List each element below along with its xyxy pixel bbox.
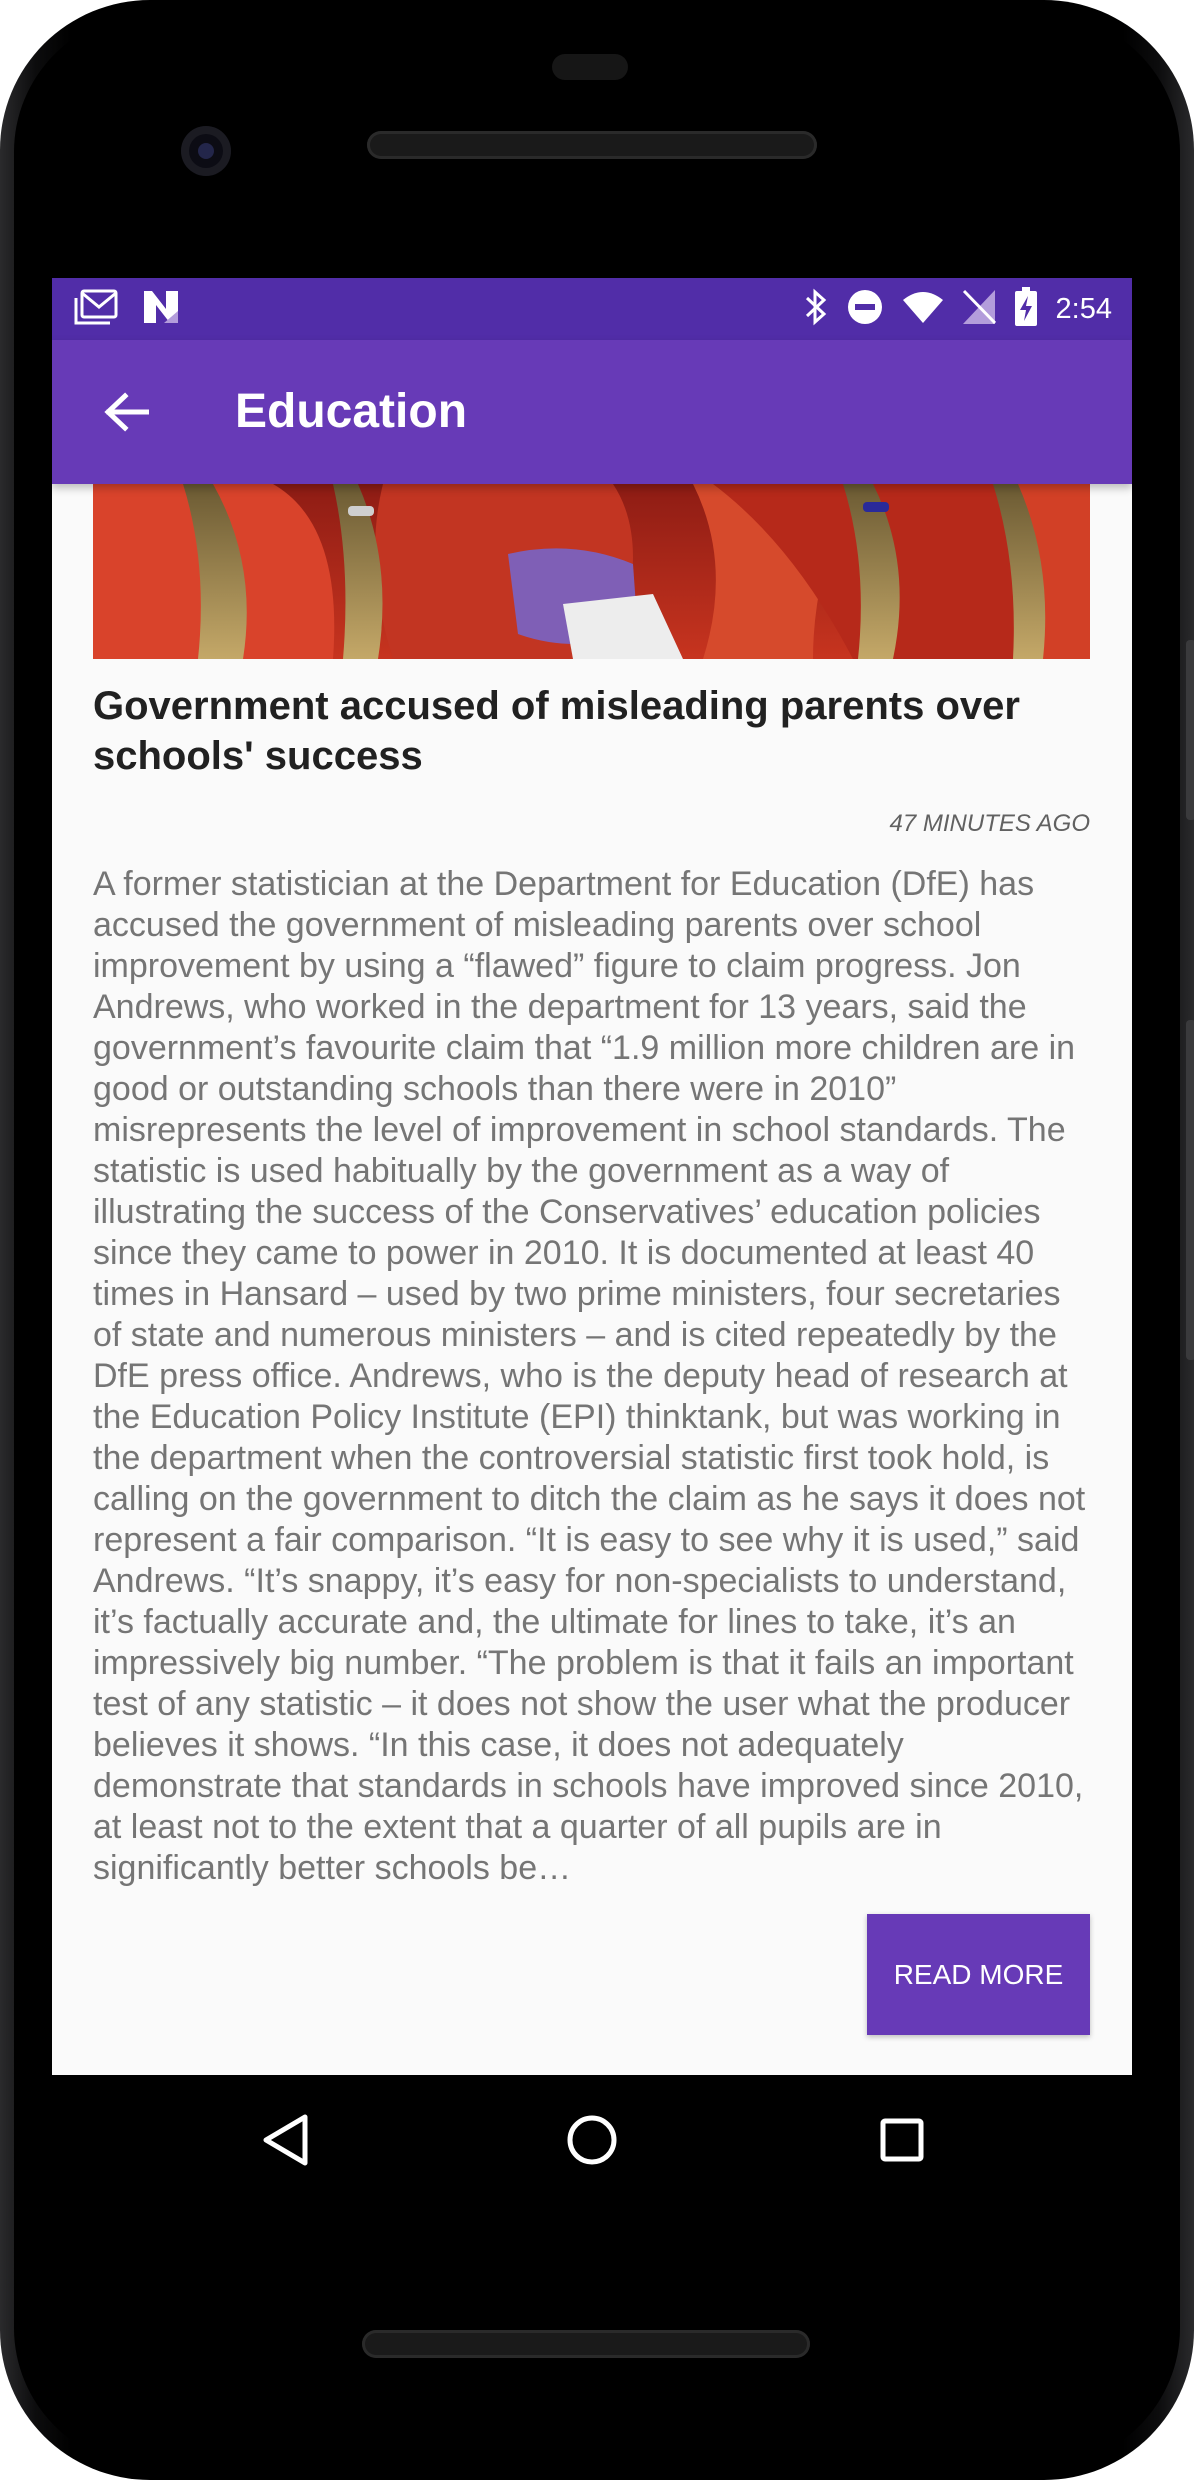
front-camera (181, 126, 231, 176)
sensor-slot (552, 54, 628, 80)
schoolchildren-photo (93, 484, 1090, 659)
article-timestamp: 47 MINUTES AGO (889, 810, 1090, 837)
back-button[interactable] (92, 378, 160, 446)
read-more-button[interactable]: READ MORE (867, 1914, 1090, 2035)
volume-button (1186, 1020, 1194, 1360)
navigation-bar (52, 2075, 1132, 2205)
article-body: A former statistician at the Department for Education (DfE) has accused the government of misleading parents over school improvement by using a “flawed” figure to claim progress. Jon Andrews, who worked in the department for 13 years, said the government’s favourite claim that “1.9 million more children are in good or outstanding schools than there were in 2010” misrepresents the level of improvement in school standards. The statistic is used habitually by the government as a way of illustrating the success of the Conservatives’ education policies since they came to power in 2010. It is documented at least 40 times in Hansard – used by two prime ministers, four secretaries of state and numerous ministers – and is cited repeatedly by the DfE press office. Andrews, who is the deputy head of research at the Education Policy Institute (EPI) thinktank, but was working in the department when the controversial statistic first took hold, is calling on the government to ditch the claim as he says it does not represent a fair comparison. “It is easy to see why it is used,” said Andrews. “It’s snappy, it’s easy for non-specialists to understand, it’s factually accurate and, the ultimate for lines to take, it’s an impressively big number. “The problem is that it fails an important test of any statistic – it does not show the user what the producer believes it shows. “In this case, it does not adequately demonstrate that standards in schools have improved since 2010, at least not to the extent that a quarter of all pupils are in significantly better schools be… (93, 865, 1086, 1887)
status-time: 2:54 (1055, 292, 1112, 325)
app-bar (52, 340, 1132, 484)
article-image[interactable] (93, 484, 1090, 659)
wifi-icon (902, 290, 944, 329)
no-sim-icon (962, 289, 996, 330)
circle-home-icon (566, 2114, 618, 2166)
status-bar (52, 278, 1132, 340)
top-speaker (367, 131, 817, 159)
arrow-back-icon (103, 392, 149, 432)
nav-home-button[interactable] (552, 2100, 632, 2180)
nav-recents-button[interactable] (862, 2100, 942, 2180)
gmail-icon (74, 289, 118, 330)
do-not-disturb-icon (846, 288, 884, 331)
screen (52, 278, 1132, 2075)
nav-back-button[interactable] (245, 2100, 325, 2180)
bluetooth-icon (804, 288, 828, 331)
app-bar-title: Education (235, 385, 468, 438)
power-button (1186, 640, 1194, 820)
notification-n-icon (142, 289, 180, 330)
article-headline: Government accused of misleading parents over schools' success (93, 684, 1020, 778)
triangle-back-icon (261, 2113, 309, 2167)
battery-charging-icon (1014, 287, 1038, 332)
square-recents-icon (879, 2117, 925, 2163)
bottom-speaker (362, 2330, 810, 2358)
